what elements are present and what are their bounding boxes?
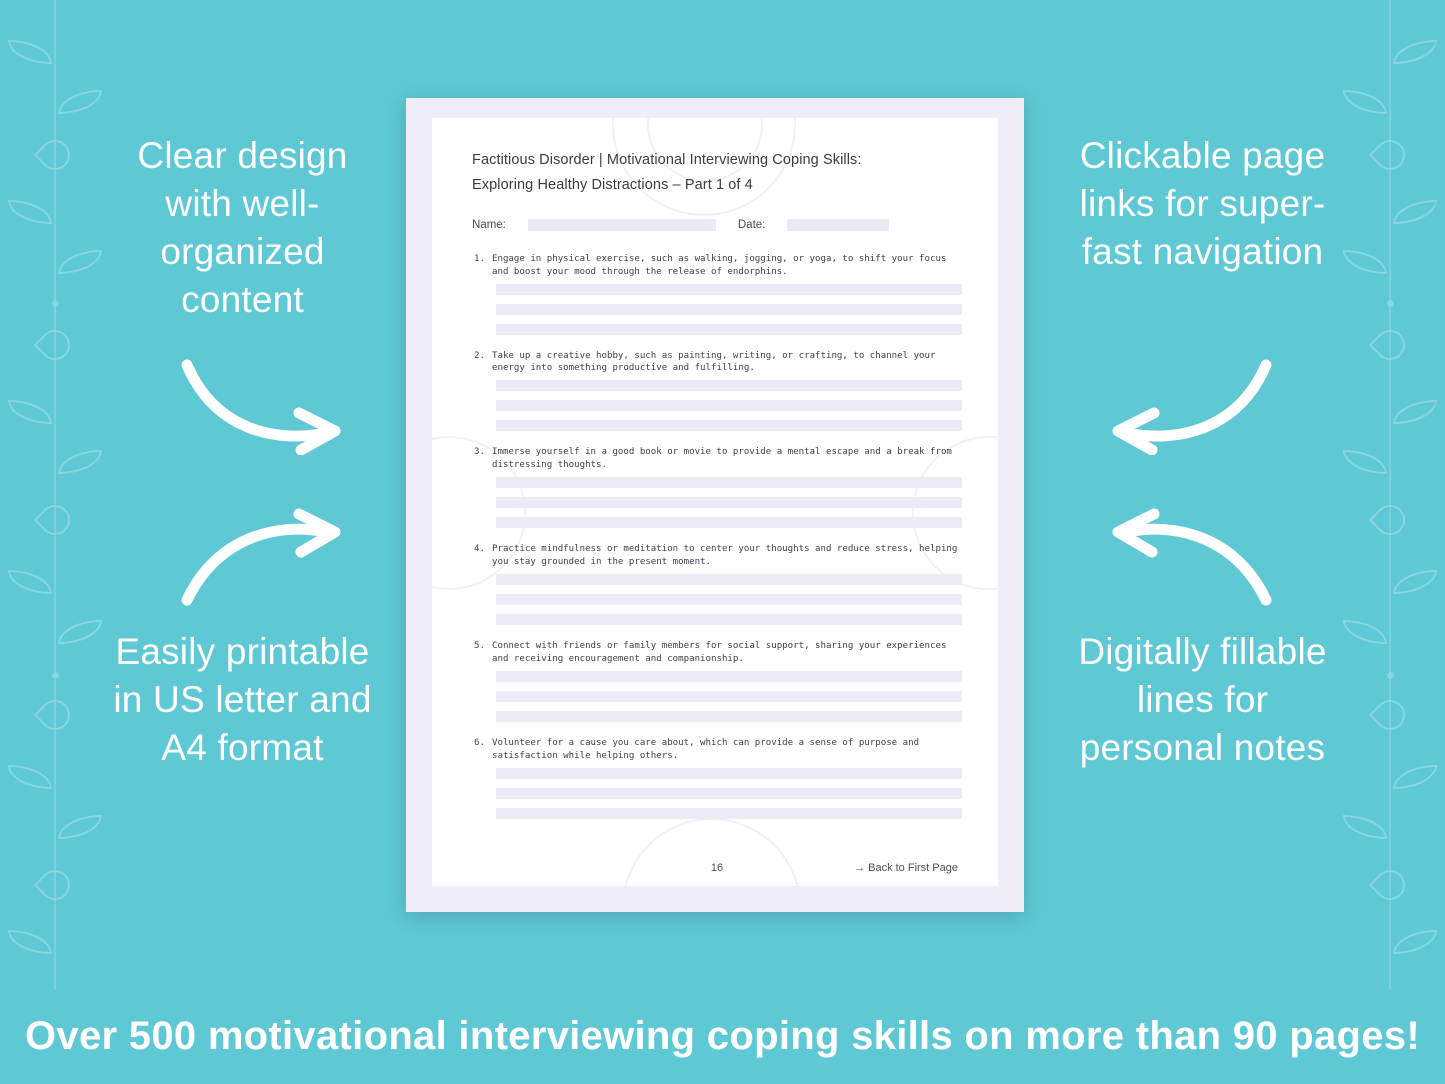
- write-lines: [472, 768, 962, 819]
- floral-blossom: [34, 694, 76, 736]
- arrow-bottom-left: [175, 508, 355, 608]
- floral-stem: [54, 0, 56, 990]
- list-item: [472, 543, 962, 625]
- fillable-line[interactable]: [496, 691, 962, 702]
- floral-blossom: [1369, 694, 1411, 736]
- fillable-line[interactable]: [496, 711, 962, 722]
- list-item-number: 3.: [474, 447, 485, 458]
- write-lines: [472, 477, 962, 528]
- fillable-line[interactable]: [496, 304, 962, 315]
- floral-blossom: [34, 864, 76, 906]
- list-item-text: Take up a creative hobby, such as painting, writing, or crafting, to channel your energy into something productive and fulfilling.: [492, 350, 936, 374]
- list-item-number: 6.: [474, 737, 485, 748]
- floral-blossom: [1369, 324, 1411, 366]
- list-item-number: 5.: [474, 641, 485, 651]
- fillable-line[interactable]: [496, 400, 962, 411]
- floral-dot: [1387, 300, 1394, 307]
- floral-leaf: [1343, 90, 1387, 114]
- list-item: [472, 446, 962, 528]
- fillable-line[interactable]: [496, 477, 962, 488]
- floral-leaf: [1393, 40, 1437, 64]
- arrow-top-right: [1098, 355, 1278, 455]
- date-label: Date:: [737, 218, 766, 231]
- floral-leaf: [1393, 570, 1437, 594]
- list-item-number: 2.: [474, 350, 485, 361]
- list-item-text: Engage in physical exercise, such as walking, jogging, or yoga, to shift your focus and boost your mood through the release of endorphins.: [492, 253, 947, 277]
- floral-stem: [1389, 0, 1391, 990]
- fillable-line[interactable]: [496, 420, 962, 431]
- worksheet-title-line1: Factitious Disorder | Motivational Interviewing Coping Skills:: [472, 152, 862, 168]
- coping-skills-list: [472, 253, 962, 819]
- floral-leaf: [58, 815, 102, 839]
- list-item: [472, 253, 962, 335]
- date-input[interactable]: [787, 219, 889, 231]
- fillable-line[interactable]: [496, 284, 962, 295]
- list-item-number: 4.: [474, 544, 485, 555]
- write-lines: [472, 284, 962, 335]
- fillable-line[interactable]: [496, 768, 962, 779]
- floral-blossom: [34, 324, 76, 366]
- floral-leaf: [1343, 450, 1387, 474]
- floral-leaf: [1393, 930, 1437, 954]
- floral-leaf: [1393, 400, 1437, 424]
- floral-blossom: [34, 499, 76, 541]
- floral-dot: [1387, 672, 1394, 679]
- floral-leaf: [8, 40, 52, 64]
- list-item-text: Immerse yourself in a good book or movie to provide a mental escape and a break from distressing thoughts.: [492, 447, 952, 471]
- name-date-row: [472, 219, 962, 231]
- fillable-line[interactable]: [496, 788, 962, 799]
- floral-leaf: [8, 765, 52, 789]
- list-item: [472, 640, 962, 722]
- list-item-number: 1.: [474, 253, 485, 264]
- floral-decoration-left: [0, 0, 110, 990]
- fillable-line[interactable]: [496, 808, 962, 819]
- floral-blossom: [1369, 134, 1411, 176]
- worksheet-title: [472, 148, 962, 199]
- floral-blossom: [1369, 499, 1411, 541]
- floral-leaf: [58, 250, 102, 274]
- fillable-line[interactable]: [496, 671, 962, 682]
- floral-blossom: [34, 134, 76, 176]
- page-number: 16: [710, 862, 724, 874]
- fillable-line[interactable]: [496, 594, 962, 605]
- floral-leaf: [1393, 765, 1437, 789]
- write-lines: [472, 380, 962, 431]
- fillable-line[interactable]: [496, 574, 962, 585]
- list-item-text: Connect with friends or family members for social support, sharing your experiences and receiving encouragement and companionship.: [492, 641, 947, 664]
- worksheet-title-line2: Exploring Healthy Distractions – Part 1 of 4: [472, 177, 753, 194]
- floral-leaf: [1343, 250, 1387, 274]
- floral-leaf: [1343, 815, 1387, 839]
- floral-leaf: [8, 570, 52, 594]
- fillable-line[interactable]: [496, 324, 962, 335]
- floral-leaf: [8, 200, 52, 224]
- list-item: [472, 737, 962, 819]
- worksheet-page[interactable]: [432, 118, 998, 886]
- floral-leaf: [1343, 620, 1387, 644]
- floral-dot: [52, 300, 59, 307]
- caption-fillable-lines: Digitally fillable lines for personal notes: [1078, 631, 1327, 769]
- list-item-text: Practice mindfulness or meditation to center your thoughts and reduce stress, helping you stay grounded in the present moment.: [492, 544, 958, 568]
- floral-leaf: [58, 90, 102, 114]
- name-input[interactable]: [528, 219, 716, 231]
- write-lines: [472, 671, 962, 722]
- bottom-banner: Over 500 motivational interviewing coping skills on more than 90 pages!: [24, 1013, 1420, 1058]
- floral-leaf: [58, 620, 102, 644]
- floral-blossom: [1369, 864, 1411, 906]
- fillable-line[interactable]: [496, 380, 962, 391]
- caption-clear-design: Clear design with well-organized content: [137, 135, 348, 321]
- floral-leaf: [1393, 200, 1437, 224]
- fillable-line[interactable]: [496, 497, 962, 508]
- fillable-line[interactable]: [496, 614, 962, 625]
- name-label: Name:: [472, 218, 506, 231]
- list-item: [472, 350, 962, 432]
- caption-clickable-links: Clickable page links for super-fast navigation: [1079, 135, 1326, 273]
- back-to-first-page-link[interactable]: → Back to First Page: [854, 862, 958, 874]
- caption-easily-printable: Easily printable in US letter and A4 format: [113, 631, 372, 769]
- list-item-text: Volunteer for a cause you care about, which can provide a sense of purpose and satisfaction while helping others.: [492, 737, 920, 761]
- arrow-bottom-right: [1098, 508, 1278, 608]
- arrow-top-left: [175, 355, 355, 455]
- floral-leaf: [8, 400, 52, 424]
- fillable-line[interactable]: [496, 517, 962, 528]
- floral-dot: [52, 672, 59, 679]
- floral-decoration-right: [1335, 0, 1445, 990]
- floral-leaf: [8, 930, 52, 954]
- floral-leaf: [58, 450, 102, 474]
- write-lines: [472, 574, 962, 625]
